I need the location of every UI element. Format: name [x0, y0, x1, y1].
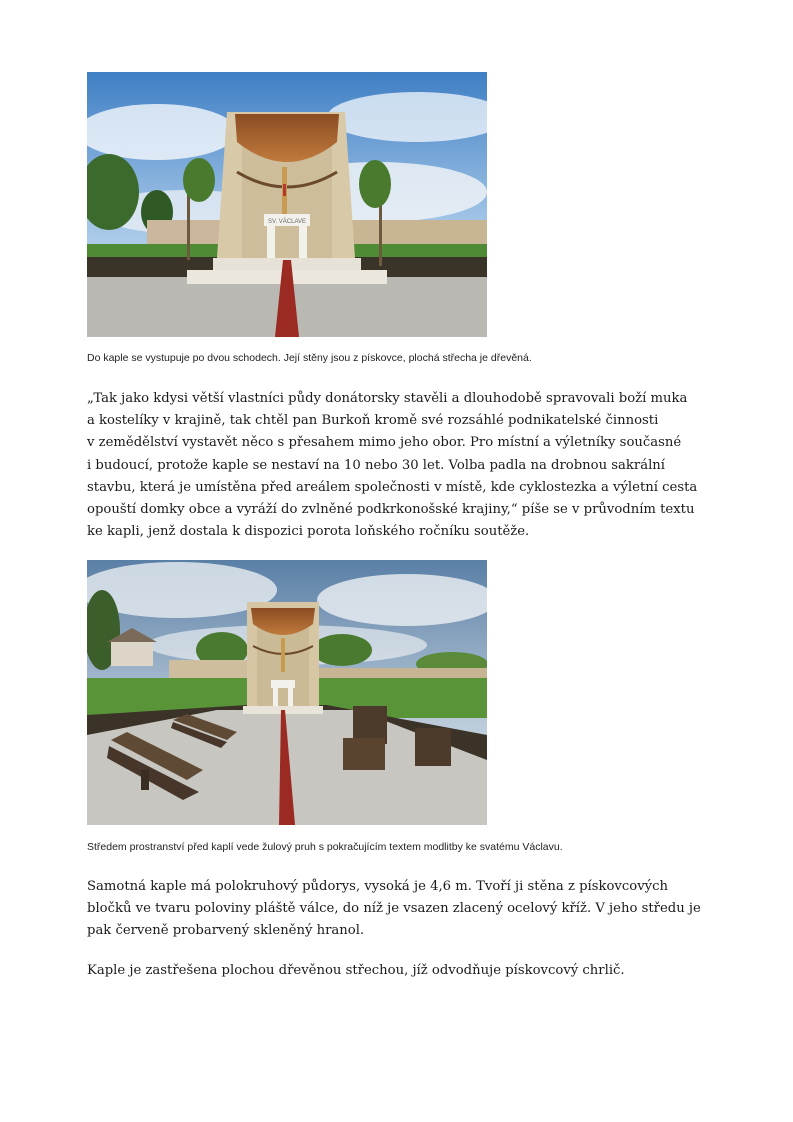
paragraph-chapel-description — [87, 876, 707, 943]
paragraph-line: i budoucí, protože kaple se nestaví na 10 nebo 30 let. Volba padla na drobnou sakrální — [87, 457, 665, 473]
paragraph-line: Samotná kaple má polokruhový půdorys, vysoká je 4,6 m. Tvoří ji stěna z pískovcových — [87, 879, 668, 894]
chapel-courtyard-photo — [87, 560, 487, 825]
paragraph-line: ke kapli, jenž dostala k dispozici porota loňského ročníku soutěže. — [87, 524, 530, 540]
paragraph-line: bločků ve tvaru poloviny pláště válce, do níž je vsazen zlacený ocelový kříž. V jeho středu je — [87, 901, 701, 917]
paragraph-line: a kostelíky v krajině, tak chtěl pan Burkoň kromě své rozsáhlé podnikatelské činnosti — [87, 413, 659, 429]
altar-inscription: SV. VÁCLAVE — [267, 219, 307, 225]
chapel-front-photo — [87, 72, 487, 337]
paragraph-line: opouští domky obce a vyráží do zvlněné podkrkonošské krajiny,“ píše se v průvodním textu — [87, 502, 695, 518]
photo-caption: Středem prostranství před kaplí vede žulový pruh s pokračujícím textem modlitby ke svatému Václavu. — [87, 841, 563, 853]
photo-caption: Do kaple se vystupuje po dvou schodech. Její stěny jsou z pískovce, plochá střecha je dřevěná. — [87, 352, 532, 364]
paragraph-roof-description — [87, 960, 707, 982]
paragraph-line: „Tak jako kdysi větší vlastníci půdy donátorsky stavěli a dlouhodobě spravovali boží muka — [87, 391, 688, 406]
paragraph-line: stavbu, která je umístěna před areálem společnosti v místě, kde cyklostezka a výletní cesta — [87, 479, 698, 495]
paragraph-intro-quote — [87, 388, 707, 543]
paragraph-line: v zemědělství vystavět něco s přesahem mimo jeho obor. Pro místní a výletníky současné — [87, 435, 682, 451]
paragraph-line: Kaple je zastřešena plochou dřevěnou střechou, jíž odvodňuje pískovcový chrlič. — [87, 963, 625, 978]
paragraph-line: pak červeně probarvený skleněný hranol. — [87, 923, 365, 939]
